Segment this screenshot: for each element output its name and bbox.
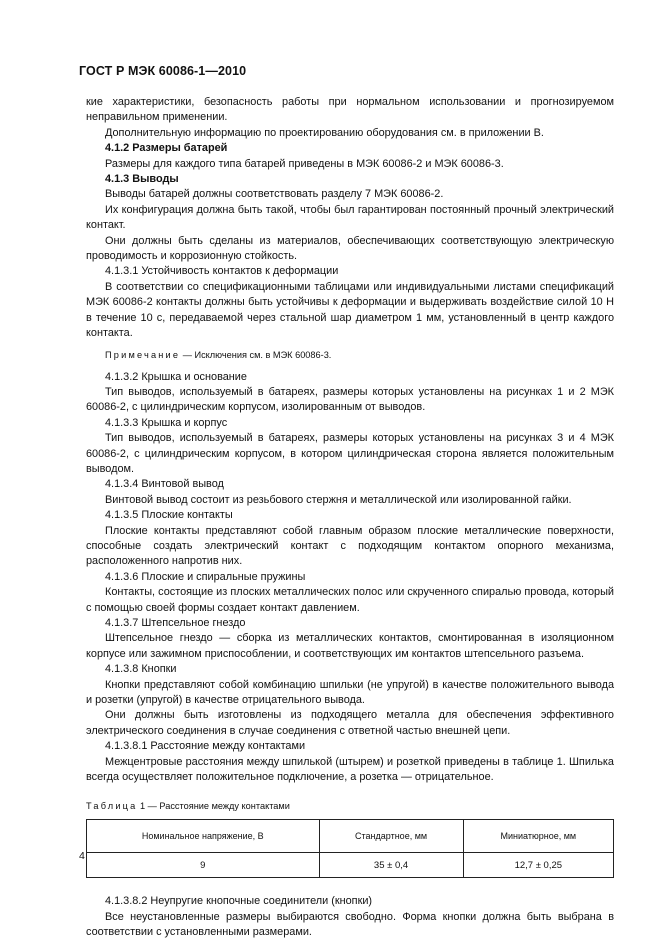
subsection-heading: 4.1.3.5 Плоские контакты <box>105 509 233 522</box>
subsection-heading: 4.1.3.6 Плоские и спиральные пружины <box>105 570 306 583</box>
paragraph: Контакты, состоящие из плоских металлических полос или скрученного спиралью провода, который с помощью своей формы создает контакт давлением. <box>86 586 614 614</box>
table-cell-standard: 35 ± 0,4 <box>319 853 463 878</box>
column-header-standard: Стандартное, мм <box>319 820 463 853</box>
paragraph: Кнопки представляют собой комбинацию шпильки (не упругой) в качестве положительного вывода и розетки (упругой) в качестве отрицательного вывода. <box>86 678 614 707</box>
subsection-heading: 4.1.3.4 Винтовой вывод <box>105 478 224 491</box>
table-header-row <box>87 820 614 853</box>
page-body <box>86 95 614 941</box>
page-number: 4 <box>79 850 85 862</box>
paragraph: Выводы батарей должны соответствовать разделу 7 МЭК 60086-2. <box>105 188 444 201</box>
paragraph: Тип выводов, используемый в батареях, размеры которых установлены на рисунках 3 и 4 МЭК 60086-2, с цилиндрическим корпусом, в котором цилиндрическая сторона является положительным выводом. <box>86 432 614 475</box>
note-label: Примечание <box>105 349 181 360</box>
paragraph: Дополнительную информацию по проектированию оборудования см. в приложении В. <box>105 126 544 139</box>
document-header: ГОСТ Р МЭК 60086-1—2010 <box>79 64 247 78</box>
paragraph: Тип выводов, используемый в батареях, размеры которых установлены на рисунках 1 и 2 МЭК 60086-2, с цилиндрическим корпусом, изолированным от выводов. <box>86 385 614 414</box>
subsection-heading: 4.1.3.1 Устойчивость контактов к деформации <box>105 265 339 278</box>
paragraph: В соответствии со спецификационными таблицами или индивидуальными листами спецификаций МЭК 60086-2 контакты должны быть устойчивы к деформации и выдерживать воздействие силой 10 Н в течение 10 с, передаваемой через стальной шар диаметром 1 мм, установленный в центр каждого контакта. <box>86 280 614 340</box>
paragraph: Их конфигурация должна быть такой, чтобы был гарантирован постоянный прочный электрический контакт. <box>86 203 614 232</box>
subsection-heading: 4.1.3.8.2 Неупругие кнопочные соединители (кнопки) <box>105 895 373 908</box>
section-heading-4-1-3: 4.1.3 Выводы <box>105 173 179 186</box>
paragraph: Они должны быть сделаны из материалов, обеспечивающих соответствующую электрическую проводимость и коррозионную стойкость. <box>86 234 614 263</box>
subsection-heading: 4.1.3.8.1 Расстояние между контактами <box>105 740 306 753</box>
subsection-heading: 4.1.3.8 Кнопки <box>105 663 177 676</box>
column-header-miniature: Миниатюрное, мм <box>463 820 613 853</box>
table-row <box>87 853 614 878</box>
note <box>86 348 614 362</box>
paragraph: кие характеристики, безопасность работы при нормальном использовании и прогнозируемом неправильном применении. <box>86 96 614 124</box>
subsection-heading: 4.1.3.2 Крышка и основание <box>105 370 247 383</box>
paragraph: Они должны быть изготовлены из подходящего металла для обеспечения эффективного электрического соединения в случае соединения с ответной частью внешней цепи. <box>86 709 614 737</box>
paragraph: Размеры для каждого типа батарей приведены в МЭК 60086-2 и МЭК 60086-3. <box>105 157 504 170</box>
section-heading-4-1-2: 4.1.2 Размеры батарей <box>105 142 228 155</box>
paragraph: Межцентровые расстояния между шпилькой (штырем) и розеткой приведены в таблице 1. Шпилька всегда осуществляет положительное подключение, а розетка — отрицательное. <box>86 755 614 784</box>
contact-distance-table <box>86 819 614 878</box>
paragraph: Штепсельное гнездо — сборка из металлических контактов, смонтированная в изоляционном корпусе или зажимном приспособлении, и соответствующих им контактов штепсельного разъема. <box>86 632 614 660</box>
table-cell-miniature: 12,7 ± 0,25 <box>463 853 613 878</box>
paragraph: Все неустановленные размеры выбираются свободно. Форма кнопки должна быть выбрана в соответствии с установленными размерами. <box>86 910 614 939</box>
table-cell-voltage: 9 <box>87 853 320 878</box>
table-caption <box>86 799 614 813</box>
column-header-voltage: Номинальное напряжение, В <box>87 820 320 853</box>
paragraph: Плоские контакты представляют собой главным образом плоские металлические поверхности, способные создать электрический контакт с подходящим контактом опорного механизма, расположенного напротив них. <box>86 524 614 568</box>
subsection-heading: 4.1.3.3 Крышка и корпус <box>105 416 228 429</box>
paragraph: Винтовой вывод состоит из резьбового стержня и металлической или изолированной гайки. <box>105 493 572 506</box>
subsection-heading: 4.1.3.7 Штепсельное гнездо <box>105 617 246 629</box>
note-text: — Исключения см. в МЭК 60086-3. <box>180 349 332 360</box>
table-caption-text: 1 — Расстояние между контактами <box>137 801 290 812</box>
table-caption-label: Таблица <box>86 801 138 812</box>
